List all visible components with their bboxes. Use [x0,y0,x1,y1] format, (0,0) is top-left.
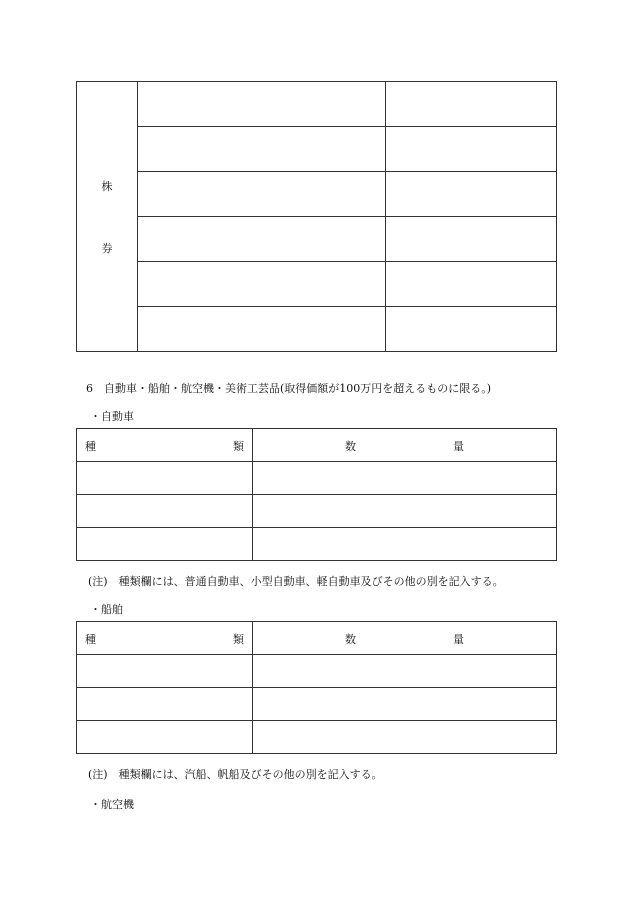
stocks-cell-value[interactable] [386,127,557,172]
quantity-header-char-2: 量 [453,440,464,453]
kind-cell[interactable] [77,655,253,688]
kind-header [77,429,253,462]
quantity-cell[interactable] [253,495,557,528]
stocks-label-char-1: 株 [101,179,113,193]
stocks-cell-value[interactable] [386,217,557,262]
ship-title: ・船舶 [90,603,123,616]
quantity-header-char-1: 数 [345,440,356,453]
automobile-table [76,428,557,561]
quantity-cell[interactable] [253,528,557,561]
stocks-cell-name[interactable] [138,217,386,262]
stocks-cell-name[interactable] [138,307,386,352]
stocks-cell-name[interactable] [138,127,386,172]
stocks-cell-value[interactable] [386,82,557,127]
table-row [77,688,557,721]
quantity-cell[interactable] [253,462,557,495]
kind-cell[interactable] [77,688,253,721]
quantity-cell[interactable] [253,721,557,754]
kind-cell[interactable] [77,528,253,561]
kind-header-char-2: 類 [233,440,244,453]
automobile-title: ・自動車 [90,410,134,423]
kind-cell[interactable] [77,495,253,528]
ship-note: (注) 種類欄には、汽船、帆船及びその他の別を記入する。 [88,768,383,781]
ship-table [76,621,557,754]
kind-header [77,622,253,655]
stocks-label-char-2: 券 [101,241,113,255]
table-row [77,462,557,495]
kind-header-char-2: 類 [233,633,244,646]
stocks-table [76,81,557,352]
stocks-cell-value[interactable] [386,172,557,217]
stocks-cell-name[interactable] [138,82,386,127]
stocks-cell-value[interactable] [386,307,557,352]
quantity-cell[interactable] [253,688,557,721]
quantity-cell[interactable] [253,655,557,688]
section-title: 6 自動車・船舶・航空機・美術工芸品(取得価額が100万円を超えるものに限る。) [86,382,492,395]
automobile-note: (注) 種類欄には、普通自動車、小型自動車、軽自動車及びその他の別を記入する。 [88,575,504,588]
stocks-cell-name[interactable] [138,172,386,217]
stocks-cell-name[interactable] [138,262,386,307]
table-row [77,655,557,688]
quantity-header-char-1: 数 [345,633,356,646]
table-row [77,528,557,561]
table-row [77,721,557,754]
kind-header-char-1: 種 [85,633,96,646]
table-row [77,495,557,528]
aircraft-title: ・航空機 [90,798,134,811]
quantity-header [253,429,557,462]
table-header-row [77,429,557,462]
table-header-row [77,622,557,655]
kind-cell[interactable] [77,462,253,495]
quantity-header [253,622,557,655]
kind-cell[interactable] [77,721,253,754]
stocks-cell-value[interactable] [386,262,557,307]
stocks-label-cell [77,82,138,352]
quantity-header-char-2: 量 [453,633,464,646]
kind-header-char-1: 種 [85,440,96,453]
